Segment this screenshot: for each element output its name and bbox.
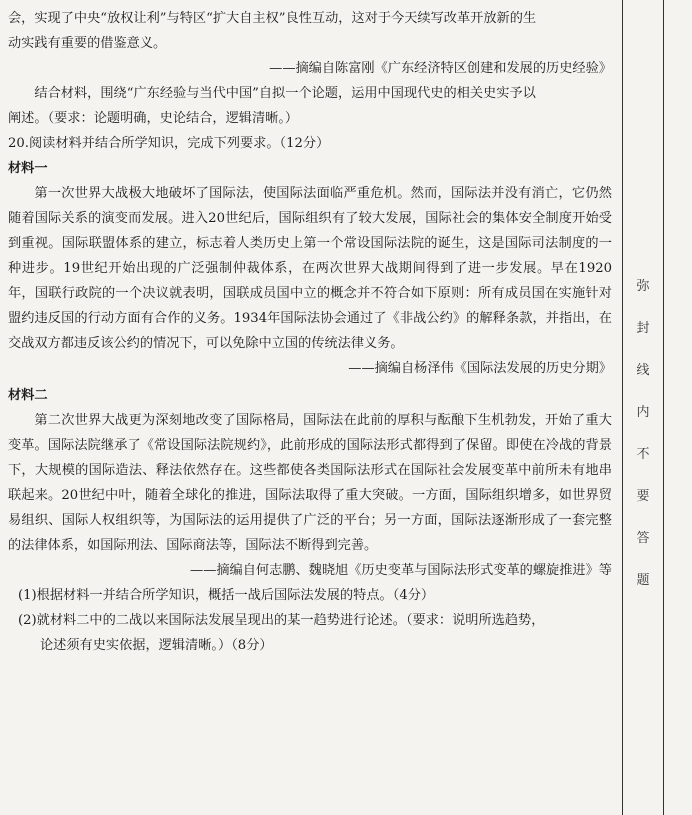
question-20-heading: 20.阅读材料并结合所学知识，完成下列要求。（12分）	[8, 136, 330, 151]
source-citation: ——摘编自杨泽伟《国际法发展的历史分期》	[348, 361, 612, 376]
seal-line-margin	[622, 0, 664, 815]
text-line: 动实践有重要的借鉴意义。	[8, 36, 167, 51]
source-citation: ——摘编自何志鹏、魏晓旭《历史变革与国际法形式变革的螺旋推进》等	[190, 563, 612, 578]
sub-question-2-continued: 论述须有史实依据，逻辑清晰。）（8分）	[40, 638, 273, 653]
seal-char: 答	[636, 531, 650, 546]
material-2-text: 第二次世界大战更为深刻地改变了国际格局，国际法在此前的厚积与酝酿下生机勃发，开始了重大变革。国际法院继承了《常设国际法院规约》，此前形成的国际法形式都得到了保留。即使在冷战的背景下，大规模的国际造法、释法依然存在。这些都使各类国际法形式在国际社会发展变革中前所未有地串联起来。20世纪中叶，随着全球化的推进，国际法取得了重大突破。一方面，国际组织增多，如世界贸易组织、国际人权组织等，为国际法的运用提供了广泛的平台；另一方面，国际法逐渐形成了一套完整的法律体系，如国际刑法、国际商法等，国际法不断得到完善。	[8, 413, 612, 553]
seal-char: 题	[636, 573, 650, 588]
seal-char: 线	[636, 363, 650, 378]
exam-content	[8, 6, 612, 658]
seal-line-notice	[623, 280, 663, 616]
material-1-text: 第一次世界大战极大地破坏了国际法，使国际法面临严重危机。然而，国际法并没有消亡，它仍然随着国际关系的演变而发展。进入20世纪后，国际组织有了较大发展，国际社会的集体安全制度开始受到重视。国际联盟体系的建立，标志着人类历史上第一个常设国际法院的诞生，这是国际司法制度的一种进步。19世纪开始出现的广泛强制仲裁体系，在两次世界大战期间得到了进一步发展。早在1920年，国联行政院的一个决议就表明，国联成员国中立的概念并不符合如下原则：所有成员国在实施针对盟约违反国的行动方面有合作的义务。1934年国际法协会通过了《非战公约》的解释条款，并指出，在交战双方都违反该公约的情况下，可以免除中立国的传统法律义务。	[8, 186, 612, 351]
seal-char: 内	[636, 405, 650, 420]
seal-char: 要	[636, 489, 650, 504]
question-requirement: 阐述。（要求：论题明确，史论结合，逻辑清晰。）	[8, 111, 299, 126]
question-prompt: 结合材料，围绕“广东经验与当代中国”自拟一个论题，运用中国现代史的相关史实予以	[34, 86, 536, 101]
seal-char: 封	[636, 321, 650, 336]
text-line: 会，实现了中央“放权让利”与特区“扩大自主权”良性互动，这对于今天续写改革开放新的生	[8, 11, 537, 26]
seal-char: 不	[636, 447, 650, 462]
sub-question-1: (1)根据材料一并结合所学知识，概括一战后国际法发展的特点。（4分）	[18, 588, 435, 603]
material-2-heading: 材料二	[8, 388, 48, 403]
material-1-heading: 材料一	[8, 161, 48, 176]
seal-char: 弥	[636, 279, 650, 294]
source-citation: ——摘编自陈富刚《广东经济特区创建和发展的历史经验》	[269, 61, 612, 76]
sub-question-2: (2)就材料二中的二战以来国际法发展呈现出的某一趋势进行论述。（要求：说明所选趋势，	[18, 613, 545, 628]
